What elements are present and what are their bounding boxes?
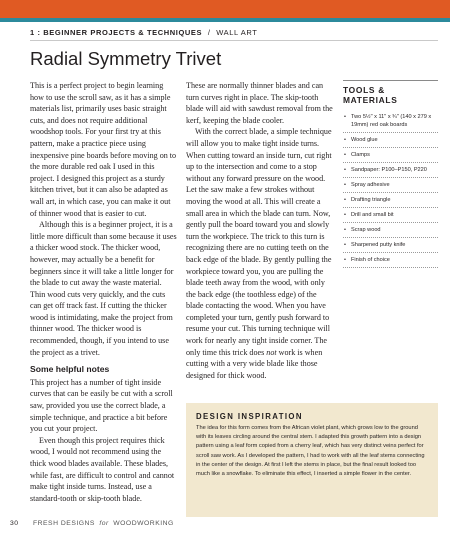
top-color-bar (0, 0, 450, 18)
body-column-2 (186, 80, 334, 381)
list-item: • Wood glue (343, 133, 438, 148)
page-footer (10, 520, 174, 527)
sidebar-title: TOOLS & MATERIALS (343, 85, 398, 105)
list-item: • Spray adhesive (343, 178, 438, 193)
section-number: 1 (30, 28, 35, 37)
list-item: • Drafting triangle (343, 193, 438, 208)
paragraph: Although this is a beginner project, it is a little more difficult than some because it uses a thicker wood stock. The thicker wood, however, may actually be a benefit for beginners since it will take a little longer for the blade to cut away the waste material. Thin wood cuts very quickly, and the cuts can get off track fast. If cutting the thicker wood is intimidating, make the project from thinner wood. The thicker wood is recommended, though, if you intend to use the project as a trivet. (30, 220, 177, 357)
sidebar-rule (343, 80, 438, 81)
paragraph-text-end: work is when cutting with a very wide blade like those designed for thick wood. (186, 347, 323, 380)
section-slash: / (207, 28, 211, 37)
list-item: • Drill and small bit (343, 208, 438, 223)
header-divider (30, 40, 438, 41)
paragraph: This project has a number of tight inside curves that can be easily be cut with a scroll saw, provided you use the correct blade, a simple technique, and practice a bit before you cut your project. (30, 377, 173, 434)
paragraph: These are normally thinner blades and can turn curves right in place. The skip-tooth blade will aid with sawdust removal from the kerf, keeping the blade cooler. (186, 81, 333, 125)
subheading: Some helpful notes (30, 364, 110, 375)
design-text: The idea for this form comes from the African violet plant, which grows low to the ground with its leaves circling around the central stem. I adapted this growth pattern into a design pattern using a leaf form copied from a cherry leaf, which has very distinct veins perfect for scroll saw work. As I developed the pattern, I had to work with all the leaf stems connecting in the center of the design. At first I left the stems in place, but the final result looked too much like a snowflake. To eliminate this effect, I inserted a simple flower in the center. (196, 425, 425, 478)
materials-list (343, 110, 438, 268)
book-title-start: FRESH DESIGNS (32, 520, 95, 527)
book-title-for: for (99, 520, 109, 527)
paragraph: This is a perfect project to begin learning how to use the scroll saw, as it has a simple materials list, primarily uses basic straight cuts, and does not require additional woodshop tools. For your first try at this pattern, make a practice piece using inexpensive pine boards before moving on to the more durable red oak I used in this project. I designed this project as a sturdy kitchen trivet, but it can also be adapted as wall art, in which case, you can make it out of thinner wood that is easier to cut. (30, 81, 177, 218)
page-title: Radial Symmetry Trivet (30, 48, 222, 69)
list-item: • Clamps (343, 148, 438, 163)
list-item: • Sandpaper: P100–P150, P220 (343, 163, 438, 178)
design-title: DESIGN INSPIRATION (196, 412, 303, 421)
emphasis-text: not (266, 347, 277, 357)
page-number: 30 (10, 520, 19, 527)
teal-accent-bar (0, 18, 450, 22)
body-column-1 (30, 80, 178, 504)
paragraph (186, 126, 334, 381)
list-item: • Finish of choice (343, 253, 438, 268)
design-inspiration-box (186, 403, 438, 517)
section-header (30, 28, 257, 37)
paragraph-text: With the correct blade, a simple technique will allow you to make tight inside turns. When cutting toward an inside turn, cut right up to the intersection and come to a stop without any forward pressure on the wood. Let the saw make a few strokes without moving the wood at all. This will create a small area in which the blade can turn. Now, gently pull the board toward you and slowly turn the workpiece. The trick to this turn is recognizing there are no cutting teeth on the back edge of the blade. By gently pulling the workpiece toward you, you are pulling the blade teeth away from the wood, with only the back edge (the toothless edge) of the blade contacting the wood. When you have completed your turn, gently push forward to resume your cut. This turning technique will work for nearly any tight inside corner. The only time this trick does (186, 127, 332, 357)
list-item: • Scrap wood (343, 223, 438, 238)
book-title-end: WOODWORKING (113, 520, 174, 527)
section-label: BEGINNER PROJECTS & TECHNIQUES (43, 28, 203, 37)
list-item: • Sharpened putty knife (343, 238, 438, 253)
section-separator: : (37, 28, 41, 37)
list-item: • Two 5½" x 11" x ¾" (140 x 279 x 19mm) red oak boards (343, 110, 438, 133)
section-sub: WALL ART (216, 28, 258, 37)
tools-materials-sidebar (343, 80, 438, 268)
paragraph: Even though this project requires thick wood, I would not recommend using the thick wood blades available. These blades, while fast, are difficult to control and cannot make tight inside turns. Instead, use a standard-tooth or skip-tooth blade. (30, 435, 175, 503)
